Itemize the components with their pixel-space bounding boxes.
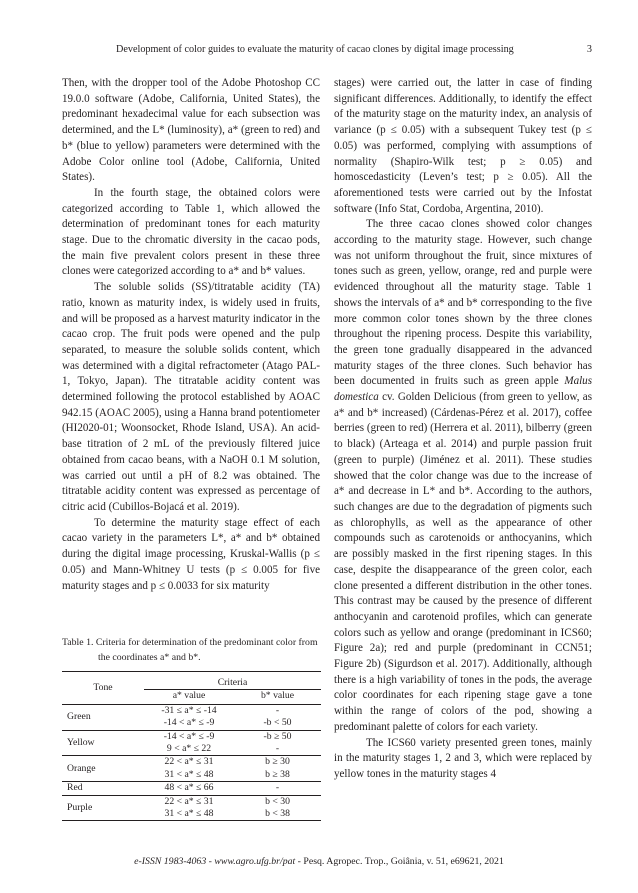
table-row — [62, 756, 321, 769]
species-name: Malus domestica — [334, 375, 592, 404]
b-cell: b ≥ 30 — [234, 756, 321, 769]
table-caption-line-1: Table 1. Criteria for determination of the predominant color from — [62, 637, 318, 648]
left-column — [62, 76, 320, 594]
table-header-row — [62, 672, 321, 690]
table-caption — [62, 636, 322, 665]
criteria-table — [62, 671, 321, 821]
a-cell: -31 ≤ a* ≤ -14 — [144, 704, 234, 717]
b-cell: -b ≥ 50 — [234, 730, 321, 743]
left-paragraph-2: In the fourth stage, the obtained colors were categorized according to Table 1, which allowed the determination of predominant tones for each maturity stage. Due to the chromatic diversity in the cacao pods, the main five prevalent colors present in these three clones were categorized according to a* and b* values. — [62, 186, 320, 278]
left-paragraph-4: To determine the maturity stage effect of each cacao variety in the parameters L*, a* and b* obtained during the digital image processing, Kruskal-Wallis (p ≤ 0.05) and Mann-Whitney U tests (p ≤ 0.005 for five maturity stages and p ≤ 0.0033 for six maturity — [62, 516, 320, 592]
a-cell: 31 < a* ≤ 48 — [164, 768, 214, 780]
tone-purple: Purple — [62, 795, 144, 821]
table-caption-line-2: the coordinates a* and b*. — [98, 651, 201, 663]
tone-green: Green — [62, 704, 144, 730]
b-cell: - — [275, 743, 280, 755]
b-cell: b ≥ 38 — [265, 768, 290, 780]
tone-red: Red — [62, 782, 144, 795]
left-paragraph-3: The soluble solids (SS)/titratable acidity (TA) ratio, known as maturity index, is widely used in fruits, and will be proposed as a harvest maturity indicator in the cacao crop. The fruit pods were opened and the pulp separated, to measure the soluble solids content, which was determined with a digital refractometer (Atago PAL-1, Tokyo, Japan). The titratable acidity content was determined following the protocol established by AOAC 942.15 (AOAC 2005), using a Hanna brand potentiometer (HI2020-01; Woonsocket, Rhode Island, USA). An acid-base titration of 2 mL of the previously filtered juice obtained from cacao beans, with a NaOH 0.1 M solution, was carried out until a pH of 8.2 was obtained. The titratable acidity content was expressed as percentage of citric acid (Cubillos-Bojacá et al. 2019). — [62, 281, 320, 513]
table-row — [62, 704, 321, 717]
footer-citation: - Pesq. Agropec. Trop., Goiânia, v. 51, e69621, 2021 — [295, 856, 504, 867]
right-paragraph-2-part-b: cv. Golden Delicious (from green to yellow, as a* and b* increased) (Cárdenas-Pérez et al. 2017), coffee berries (green to red) (Herrera et al. 2011), bilberry (green to black) (Arteaga et al. 2014) and purple passion fruit (green to purple) (Jiménez et al. 2011). These studies showed that the color change was due to the increase of a* and decrease in L* and b*. According to the authors, such changes are due to the degradation of pigments such as chlorophylls, as well as the appearance of other compounds such as carotenoids or anthocyanins, which are possibly masked in the first ripening stages. In this case, despite the disappearance of the green color, each clone presented a different distribution in the other tones. This contrast may be caused by the presence of different anthocyanin and carotenoid profiles, which can generate colors such as yellow and orange (predominant in ICS60; Figure 2a); red and purple (predominant in CCN51; Figure 2b) (Sigurdson et al. 2017). Additionally, although there is a high variability of tones in the pods, the average color coordinates for each ripening stage gave a tone within the range of colors of the pod, showing a predominant palette of colors for each variety. — [334, 391, 593, 733]
page-footer — [0, 856, 638, 867]
running-title: Development of color guides to evaluate the maturity of cacao clones by digital image processing — [116, 44, 514, 55]
right-paragraph-1: stages) were carried out, the latter in case of finding significant differences. Additionally, to identify the effect of the maturity stage on the maturity index, an analysis of variance (p ≤ 0.05) with a subsequent Tukey test (p ≤ 0.05) was performed, complying with assumptions of normality (Shapiro-Wilk test; p ≥ 0.05) and homoscedasticity (Leven’s test; p ≥ 0.05). All the aforementioned tests were carried out by the Infostat software (Info Stat, Cordoba, Argentina, 2010). — [334, 77, 592, 215]
header-a-value: a* value — [172, 690, 206, 702]
footer-url[interactable]: www.agro.ufg.br/pat — [214, 856, 296, 867]
a-cell: 9 < a* ≤ 22 — [166, 743, 212, 755]
right-column — [334, 76, 592, 783]
tone-yellow: Yellow — [62, 730, 144, 756]
b-cell: - — [234, 782, 321, 795]
a-cell: 31 < a* ≤ 48 — [144, 808, 234, 821]
header-b-value: b* value — [260, 690, 295, 702]
footer-issn: e-ISSN 1983-4063 - — [134, 856, 215, 867]
left-paragraph-1: Then, with the dropper tool of the Adobe Photoshop CC 19.0.0 software (Adobe, California, United States), the predominant hexadecimal value for each subsection was determined, and the L* (luminosity), a* (green to red) and b* (blue to yellow) parameters were determined with the Adobe Color online tool (Adobe, California, United States). — [62, 77, 320, 184]
a-cell: 22 < a* ≤ 31 — [144, 756, 234, 769]
page-number: 3 — [586, 44, 592, 55]
a-cell: -14 < a* ≤ -9 — [163, 717, 215, 729]
b-cell: - — [234, 704, 321, 717]
b-cell: -b < 50 — [263, 717, 292, 729]
a-cell: 48 < a* ≤ 66 — [144, 782, 234, 795]
a-cell: 22 < a* ≤ 31 — [144, 795, 234, 808]
a-cell: -14 < a* ≤ -9 — [144, 730, 234, 743]
right-paragraph-3: The ICS60 variety presented green tones, mainly in the maturity stages 1, 2 and 3, which were replaced by yellow tones in the maturity stages 4 — [334, 736, 592, 780]
b-cell: b < 30 — [234, 795, 321, 808]
tone-orange: Orange — [62, 756, 144, 782]
b-cell: b < 38 — [234, 808, 321, 821]
right-paragraph-2-part-a: The three cacao clones showed color changes according to the maturity stage. However, such change was not uniform throughout the fruit, since mixtures of tones such as green, yellow, orange, red and purple were evidenced throughout all the maturity stage. Table 1 shows the intervals of a* and b* corresponding to the five more common color tones shown by the three clones throughout the ripening process. Despite this variability, the green tone gradually disappeared in the advanced maturity stages of the three clones. Such behavior has been documented in fruits such as green apple — [334, 218, 592, 388]
table-row — [62, 782, 321, 795]
table-row — [62, 795, 321, 808]
header-tone: Tone — [62, 672, 144, 705]
right-paragraph-2 — [334, 217, 592, 735]
table-row — [62, 730, 321, 743]
header-criteria: Criteria — [144, 672, 321, 690]
